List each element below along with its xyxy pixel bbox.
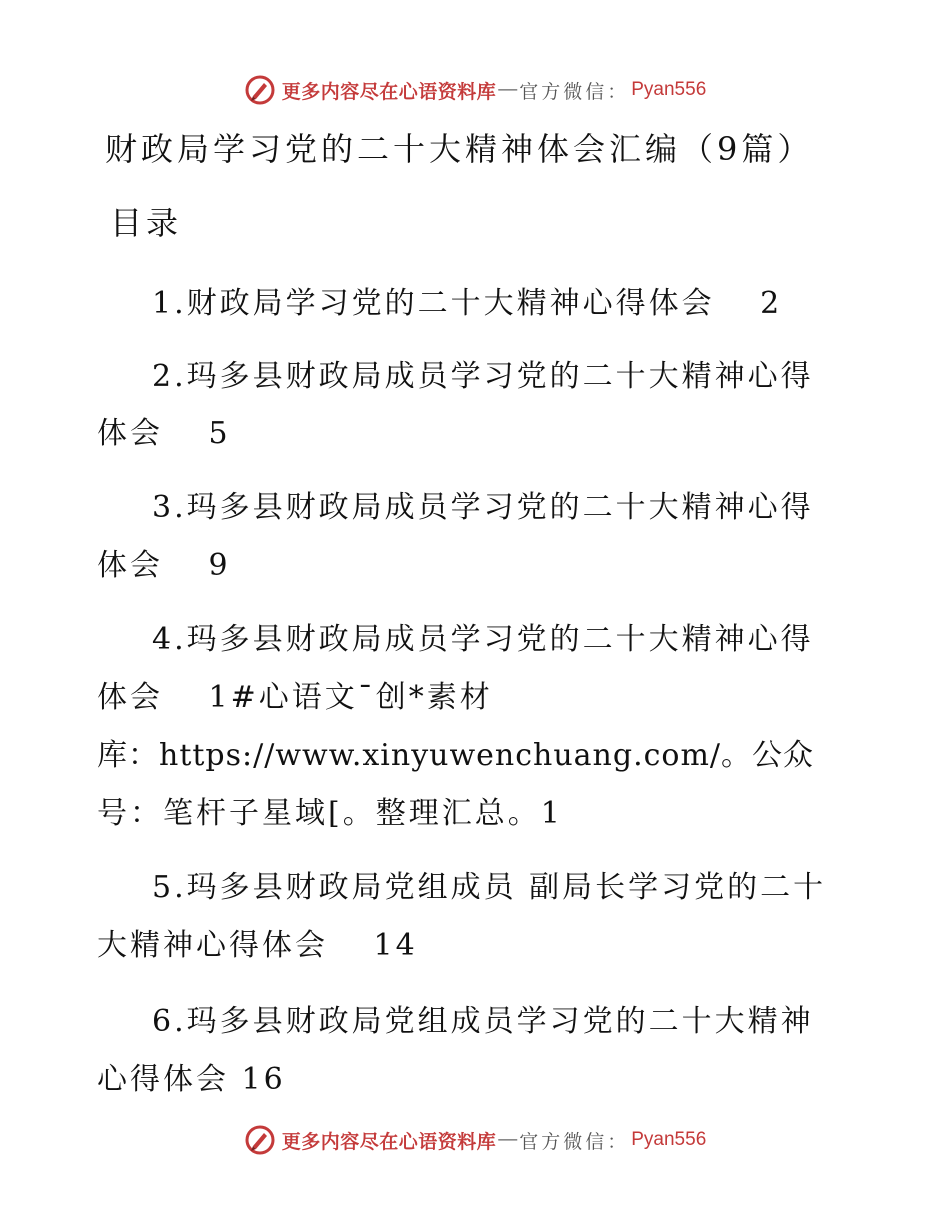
toc-line: 2.玛多县财政局成员学习党的二十大精神心得 [152, 359, 814, 394]
header-watermark-banner [0, 70, 950, 110]
pen-logo-icon [244, 1124, 276, 1156]
document-title: 财政局学习党的二十大精神体会汇编（9篇） [105, 130, 814, 168]
toc-line: 体会 9 [97, 548, 231, 583]
banner-text: 更多内容尽在心语资料库 [281, 1130, 497, 1153]
banner-wechat-label: 官方微信： [519, 80, 630, 103]
toc-line: 1.财政局学习党的二十大精神心得体会 2 [152, 286, 783, 321]
toc-heading: 目录 [110, 204, 183, 242]
banner-wechat-id: Pyan556 [631, 1129, 707, 1150]
banner-wechat-id: Pyan556 [631, 79, 707, 100]
toc-line: 号：笔杆子星域[。整理汇总。1 [97, 796, 563, 831]
toc-line: 大精神心得体会 14 [97, 928, 418, 963]
banner-separator: — [498, 79, 518, 100]
toc-line: 4.玛多县财政局成员学习党的二十大精神心得 [152, 622, 814, 657]
footer-watermark-banner [0, 1120, 950, 1160]
banner-wechat-label: 官方微信： [519, 1130, 630, 1153]
toc-line: 6.玛多县财政局党组成员学习党的二十大精神 [152, 1004, 814, 1039]
banner-text: 更多内容尽在心语资料库 [281, 80, 497, 103]
toc-line: 5.玛多县财政局党组成员 副局长学习党的二十 [152, 870, 827, 905]
toc-line: 库：https://www.xinyuwenchuang.com/。公众 [97, 738, 815, 773]
toc-line: 心得体会 16 [97, 1062, 286, 1097]
toc-line: 体会 5 [97, 416, 231, 451]
pen-logo-icon [244, 74, 276, 106]
banner-separator: — [498, 1129, 518, 1150]
toc-line: 体会 1#心语文¯创*素材 [97, 680, 493, 715]
toc-line: 3.玛多县财政局成员学习党的二十大精神心得 [152, 490, 814, 525]
